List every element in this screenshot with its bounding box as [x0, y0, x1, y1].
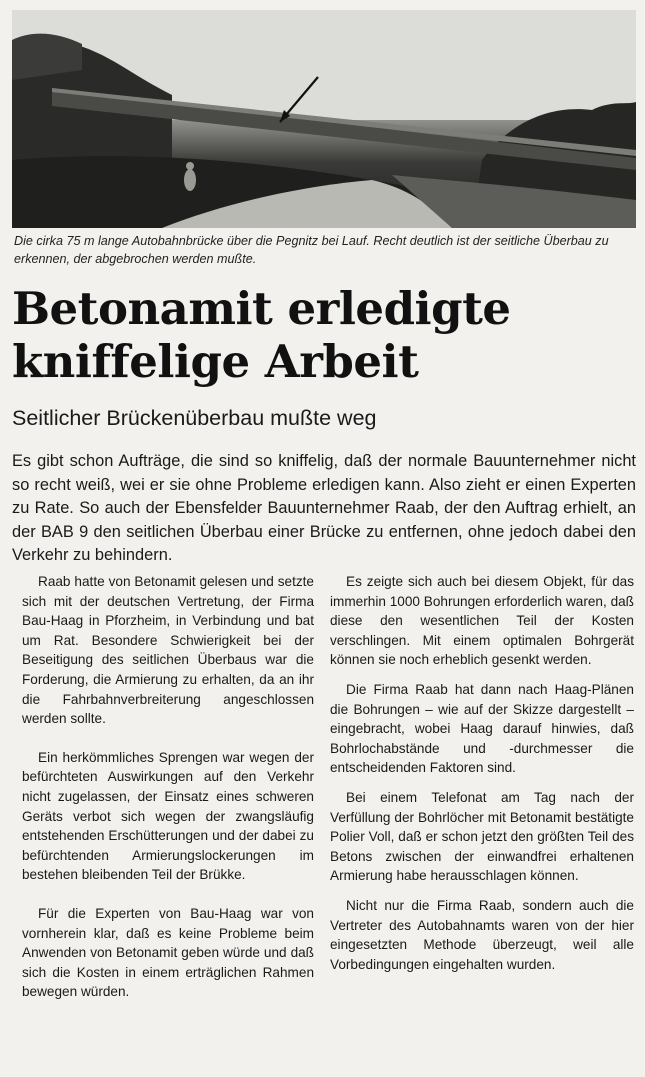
body-paragraph: Es zeigte sich auch bei diesem Objekt, für das immerhin 1000 Bohrungen erforderlich waren, daß diese den wesentlichen Teil der Kosten verschlingen. Mit einem optimalen Bohrgerät können sie noch erheblich gesenkt werden.: [330, 574, 634, 668]
body-paragraph: Die Firma Raab hat dann nach Haag-Plänen die Bohrungen – wie auf der Skizze dargestellt – eingebracht, wobei Haag darauf hinwies, daß Bohrlochabstände und -durchmesser die entscheidenden Faktoren sind.: [330, 681, 634, 776]
headline-line-1: Betonamit erledigte: [12, 282, 511, 335]
article-headline: [12, 282, 636, 388]
photo-person-head: [186, 162, 194, 170]
headline-line-2: kniffelige Arbeit: [12, 335, 419, 388]
bridge-photo-drawing: [12, 10, 636, 228]
article-lead: Es gibt schon Aufträge, die sind so kniffelig, daß der normale Bauunternehmer nicht so recht weiß, wei er sie ohne Probleme erledigen kann. Also zieht er einen Experten zu Rate. So auch der Ebensfelder Bauunternehmer Raab, der den Auftrag erhielt, an der BAB 9 den seitlichen Überbau einer Brücke zu entfernen, ohne jedoch dabei den Verkehr zu behindern.: [12, 452, 636, 564]
body-paragraph: Ein herkömmliches Sprengen war wegen der befürchteten Auswirkungen auf den Verkehr nicht zugelassen, der Einsatz eines schweren Geräts verbot sich wegen der zwangsläufig entstehenden Erschütterungen und der dabei zu befürchtenden Armierungslockerungen im bestehen bleibenden Teil der Brükke.: [22, 749, 314, 883]
body-paragraph: Für die Experten von Bau-Haag war von vornherein klar, daß es keine Probleme beim Anwenden von Betonamit geben würde und daß sich die Kosten in einem erträglichen Rahmen bewegen würden.: [22, 905, 314, 1000]
bridge-photo: [12, 10, 636, 228]
article-subheadline: Seitlicher Brückenüberbau mußte weg: [12, 406, 377, 430]
body-paragraph: Raab hatte von Betonamit gelesen und setzte sich mit der deutschen Vertretung, der Firma Bau-Haag in Pforzheim, in Verbindung und bat um Rat. Besondere Schwierigkeit bei der Beseitigung des seitlichen Überbaus war die Forderung, die Armierung zu erhalten, da an ihr die Fahrbahnverbreiterung angeschlossen werden sollte.: [22, 574, 314, 727]
photo-caption: Die cirka 75 m lange Autobahnbrücke über die Pegnitz bei Lauf. Recht deutlich ist der seitliche Überbau zu erkennen, der abgebrochen werden mußte.: [14, 234, 609, 266]
body-paragraph: Nicht nur die Firma Raab, sondern auch die Vertreter des Autobahnamts waren von der hier eingesetzten Methode überzeugt, weil alle Vorbedingungen eingehalten wurden.: [330, 897, 634, 972]
body-column-right: [330, 572, 634, 984]
body-column-left: [22, 572, 314, 1021]
photo-person: [184, 169, 196, 191]
body-paragraph: Bei einem Telefonat am Tag nach der Verfüllung der Bohrlöcher mit Betonamit bestätigte Polier Voll, daß er schon jetzt den größten Teil des Betons zwischen der einwandfrei erhaltenen Armierung habe herausschlagen können.: [330, 789, 634, 884]
